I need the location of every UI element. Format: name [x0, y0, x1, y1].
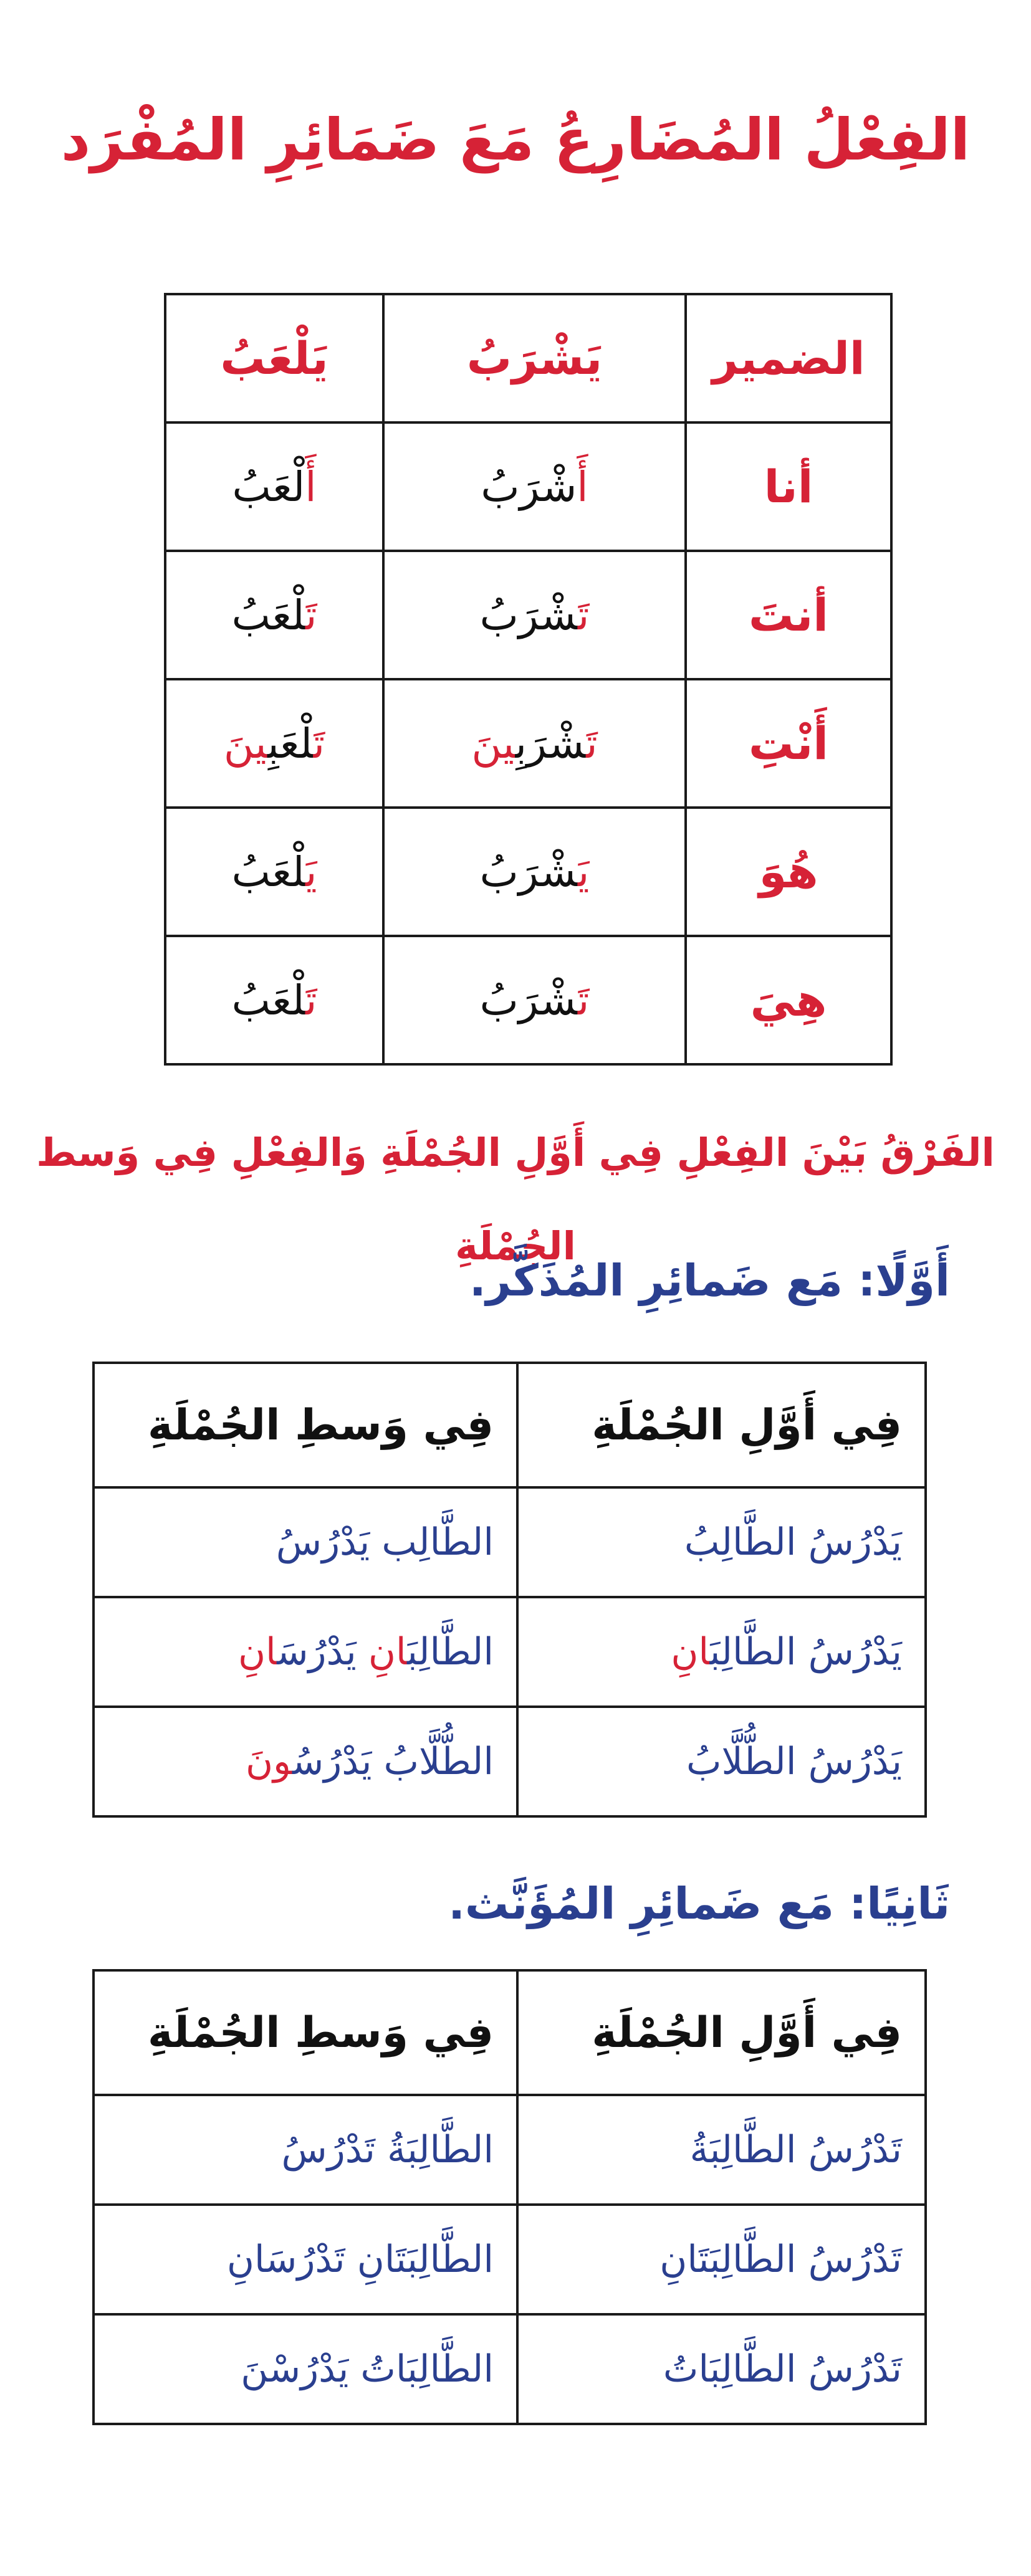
table-row — [165, 422, 891, 551]
verb-prefix: تَ — [313, 719, 325, 768]
drink-form — [471, 720, 597, 768]
verb: تَدْرُسُ — [808, 2347, 902, 2391]
verb: تَدْرُسُ — [808, 2128, 902, 2172]
pronoun-cell — [686, 422, 891, 551]
verb-suffix: ِينَ — [223, 719, 268, 768]
verb-prefix: تَ — [578, 591, 590, 639]
table-header-row — [94, 1363, 926, 1487]
conjugation-table — [164, 293, 893, 1066]
drink-form-cell — [383, 422, 686, 551]
sentence-start-cell — [517, 1487, 926, 1597]
sentence-middle-cell — [94, 2314, 517, 2424]
verb-prefix: يَ — [305, 847, 317, 896]
verb-prefix: يَ — [578, 847, 590, 896]
column-header-sentence-start: فِي أَوَّلِ الجُمْلَةِ — [517, 1970, 926, 2095]
table-row — [165, 551, 891, 679]
drink-form-cell — [383, 936, 686, 1064]
verb-stem: شْرَبُ — [479, 847, 578, 896]
pronoun-label: أنا — [764, 460, 813, 513]
sentence-middle-cell — [94, 1597, 517, 1707]
subject-noun: الطُّلَّابُ — [383, 1740, 494, 1783]
verb-stem: شْرَبُ — [481, 462, 577, 511]
table-row — [94, 2314, 926, 2424]
noun-suffix: انِ — [368, 1630, 408, 1674]
verb-stem: لْعَب — [267, 719, 314, 768]
table-row — [165, 936, 891, 1064]
sentence-middle-example — [238, 1630, 494, 1674]
verb: تَدْرُسُ — [281, 2128, 375, 2172]
table-row — [94, 1707, 926, 1816]
play-form-cell — [165, 422, 383, 551]
sentence-start-example — [671, 1630, 902, 1674]
drink-form — [480, 591, 590, 639]
subject-noun: الطُّلَّابُ — [686, 1740, 797, 1783]
subject-noun: الطَّالِبَ — [407, 1630, 494, 1674]
verb-stem: لْعَبُ — [232, 462, 305, 511]
sentence-middle-example — [276, 1520, 494, 1564]
drink-form — [480, 848, 590, 896]
sentence-middle-example — [281, 2128, 494, 2172]
masculine-table — [92, 1362, 927, 1818]
sentence-start-example — [663, 2347, 902, 2391]
feminine-heading: ثَانِيًا: مَع ضَمائِرِ المُؤَنَّث. — [448, 1878, 950, 1929]
verb-prefix: تَ — [305, 976, 317, 1024]
column-header-sentence-middle: فِي وَسطِ الجُمْلَةِ — [94, 1363, 517, 1487]
table-row — [94, 2095, 926, 2205]
verb-stem: شْرَبُ — [479, 591, 578, 639]
drink-form — [481, 463, 588, 511]
verb: يَدْرُسُ — [808, 1630, 902, 1674]
feminine-table — [92, 1969, 927, 2425]
play-form — [232, 591, 317, 639]
sentence-start-example — [686, 1740, 902, 1783]
play-form — [232, 463, 316, 511]
table-row — [94, 1487, 926, 1597]
pronoun-label: هِيَ — [750, 974, 827, 1026]
subject-noun: الطَّالِبَتَانِ — [659, 2238, 797, 2281]
verb: يَدْرُس — [292, 1740, 372, 1783]
pronoun-label: أَنْتِ — [749, 717, 828, 770]
sentence-middle-cell — [94, 1487, 517, 1597]
verb-suffix: ِينَ — [471, 719, 516, 768]
verb-stem: لْعَبُ — [231, 976, 306, 1024]
noun-suffix: انِ — [671, 1630, 710, 1674]
table-row — [165, 679, 891, 808]
sentence-start-example — [659, 2238, 902, 2281]
verb-prefix: تَ — [578, 976, 590, 1024]
verb: يَدْرُسْنَ — [241, 2347, 349, 2391]
verb-prefix: أَ — [577, 462, 588, 511]
sentence-start-cell — [517, 2095, 926, 2205]
verb-suffix: انِ — [237, 1630, 277, 1674]
masculine-heading: أَوَّلًا: مَع ضَمائِرِ المُذَكَّر. — [469, 1255, 950, 1306]
sentence-middle-cell — [94, 1707, 517, 1816]
subject-noun: الطَّالِبَةُ — [386, 2128, 494, 2172]
play-form-cell — [165, 936, 383, 1064]
table-row — [165, 808, 891, 936]
play-form — [224, 720, 325, 768]
verb-prefix: تَ — [305, 591, 317, 639]
pronoun-label: أنتَ — [749, 589, 828, 641]
column-header-pronoun: الضمير — [686, 294, 891, 422]
play-form-cell — [165, 808, 383, 936]
verb-stem: شْرَب — [515, 719, 587, 768]
sentence-middle-example — [246, 1740, 494, 1783]
sentence-middle-cell — [94, 2095, 517, 2205]
sentence-middle-example — [241, 2347, 494, 2391]
subject-noun: الطَّالِبَاتُ — [360, 2347, 494, 2391]
play-form — [232, 976, 317, 1024]
verb: يَدْرُسُ — [808, 1740, 902, 1783]
pronoun-cell — [686, 936, 891, 1064]
pronoun-cell — [686, 551, 891, 679]
column-header-sentence-middle: فِي وَسطِ الجُمْلَةِ — [94, 1970, 517, 2095]
play-form — [232, 848, 317, 896]
column-header-drink: يَشْرَبُ — [383, 294, 686, 422]
sentence-start-example — [689, 2128, 902, 2172]
verb: تَدْرُسُ — [808, 2238, 902, 2281]
subject-noun: الطَّالِبَاتُ — [663, 2347, 797, 2391]
subject-noun: الطَّالِبُ — [684, 1520, 797, 1564]
pronoun-cell — [686, 679, 891, 808]
table-header-row — [94, 1970, 926, 2095]
subject-noun: الطَّالِب — [381, 1520, 494, 1564]
sentence-start-cell — [517, 1597, 926, 1707]
sentence-start-cell — [517, 1707, 926, 1816]
subject-noun: الطَّالِبَتَانِ — [357, 2238, 494, 2281]
sentence-start-cell — [517, 2314, 926, 2424]
column-header-play: يَلْعَبُ — [165, 294, 383, 422]
sentence-middle-cell — [94, 2205, 517, 2314]
verb-stem: لْعَبُ — [231, 591, 306, 639]
pronoun-label: هُوَ — [759, 846, 818, 898]
page-title: الفِعْلُ المُضَارِعُ مَعَ ضَمَائِرِ المُفْرَد — [60, 107, 971, 173]
sentence-start-example — [684, 1520, 902, 1564]
verb-suffix: ُونَ — [245, 1740, 292, 1783]
verb: يَدْرُسُ — [808, 1520, 902, 1564]
drink-form-cell — [383, 679, 686, 808]
play-form-cell — [165, 679, 383, 808]
drink-form — [480, 976, 590, 1024]
table-header-row — [165, 294, 891, 422]
difference-heading: الفَرْقُ بَيْنَ الفِعْلِ فِي أَوَّلِ الجُمْلَةِ وَالفِعْلِ فِي وَسط الجُمْلَةِ — [36, 1130, 995, 1269]
drink-form-cell — [383, 808, 686, 936]
verb: يَدْرُسَ — [277, 1630, 357, 1674]
sentence-middle-example — [227, 2238, 494, 2281]
play-form-cell — [165, 551, 383, 679]
table-row — [94, 2205, 926, 2314]
drink-form-cell — [383, 551, 686, 679]
subject-noun: الطَّالِبَةُ — [689, 2128, 797, 2172]
verb-stem: لْعَبُ — [231, 847, 306, 896]
pronoun-cell — [686, 808, 891, 936]
verb-prefix: أَ — [305, 462, 317, 511]
verb: يَدْرُسُ — [276, 1520, 370, 1564]
verb-stem: شْرَبُ — [479, 976, 578, 1024]
subject-noun: الطَّالِبَ — [709, 1630, 797, 1674]
verb-prefix: تَ — [586, 719, 598, 768]
table-row — [94, 1597, 926, 1707]
verb: تَدْرُسَانِ — [226, 2238, 345, 2281]
sentence-start-cell — [517, 2205, 926, 2314]
column-header-sentence-start: فِي أَوَّلِ الجُمْلَةِ — [517, 1363, 926, 1487]
